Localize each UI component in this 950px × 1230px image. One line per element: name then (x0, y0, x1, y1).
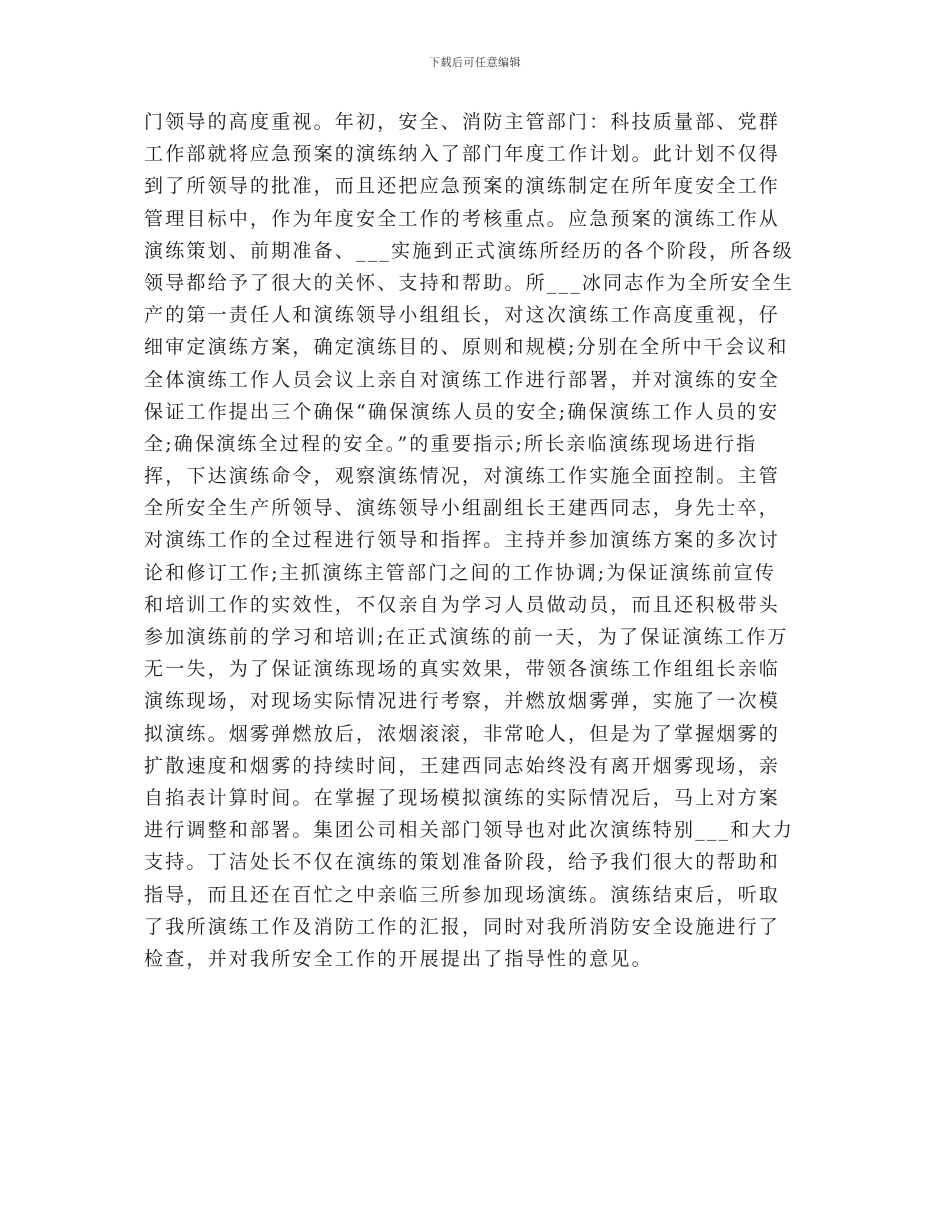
text-line: 产的第一责任人和演练领导小组组长，对这次演练工作高度重视，仔 (144, 304, 781, 327)
text-line: 参加演练前的学习和培训;在正式演练的前一天，为了保证演练工作万 (144, 626, 789, 648)
text-line: 支持。丁洁处长不仅在演练的策划准备阶段，给予我们很大的帮助和 (144, 851, 781, 874)
text-line: 拟演练。烟雾弹燃放后，浓烟滚滚，非常呛人，但是为了掌握烟雾的 (144, 722, 781, 745)
text-line: 自掐表计算时间。在掌握了现场模拟演练的实际情况后，马上对方案 (144, 786, 781, 809)
text-line: 工作部就将应急预案的演练纳入了部门年度工作计划。此计划不仅得 (144, 143, 781, 166)
text-line: 无一失，为了保证演练现场的真实效果，带领各演练工作组组长亲临 (144, 658, 781, 681)
text-line: 演练策划、前期准备、___实施到正式演练所经历的各个阶段，所各级 (144, 239, 794, 262)
page-header: 下载后可任意编辑 (429, 56, 521, 69)
text-line: 领导都给予了很大的关怀、支持和帮助。所___冰同志作为全所安全生 (144, 271, 794, 294)
text-line: 扩散速度和烟雾的持续时间，王建西同志始终没有离开烟雾现场，亲 (144, 754, 781, 777)
text-line: 挥，下达演练命令，观察演练情况，对演练工作实施全面控制。主管 (144, 465, 781, 488)
text-line: 全体演练工作人员会议上亲自对演练工作进行部署，并对演练的安全 (144, 368, 781, 391)
text-line: 和培训工作的实效性，不仅亲自为学习人员做动员，而且还积极带头 (144, 593, 781, 616)
text-line: 了我所演练工作及消防工作的汇报，同时对我所消防安全设施进行了 (144, 915, 781, 938)
text-line: 全;确保演练全过程的安全。”的重要指示;所长亲临演练现场进行指 (144, 432, 758, 455)
text-line: 门领导的高度重视。年初，安全、消防主管部门：科技质量部、党群 (144, 111, 781, 133)
text-line: 到了所领导的批准，而且还把应急预案的演练制定在所年度安全工作 (144, 175, 781, 198)
text-line: 保证工作提出三个确保“确保演练人员的安全;确保演练工作人员的安 (144, 400, 780, 423)
text-line: 检查，并对我所安全工作的开展提出了指导性的意见。 (144, 947, 653, 970)
text-line: 进行调整和部署。集团公司相关部门领导也对此次演练特别___和大力 (144, 819, 794, 842)
text-line: 演练现场，对现场实际情况进行考察，并燃放烟雾弹，实施了一次模 (144, 690, 781, 713)
body-paragraph (144, 106, 814, 975)
text-line: 论和修订工作;主抓演练主管部门之间的工作协调;为保证演练前宣传 (144, 561, 777, 584)
text-line: 全所安全生产所领导、演练领导小组副组长王建西同志，身先士卒， (144, 497, 781, 520)
text-line: 细审定演练方案，确定演练目的、原则和规模;分别在全所中干会议和 (144, 336, 789, 359)
text-line: 管理目标中，作为年度安全工作的考核重点。应急预案的演练工作从 (144, 207, 781, 230)
text-line: 对演练工作的全过程进行领导和指挥。主持并参加演练方案的多次讨 (144, 529, 781, 552)
text-line: 指导，而且还在百忙之中亲临三所参加现场演练。演练结束后，听取 (144, 883, 781, 906)
